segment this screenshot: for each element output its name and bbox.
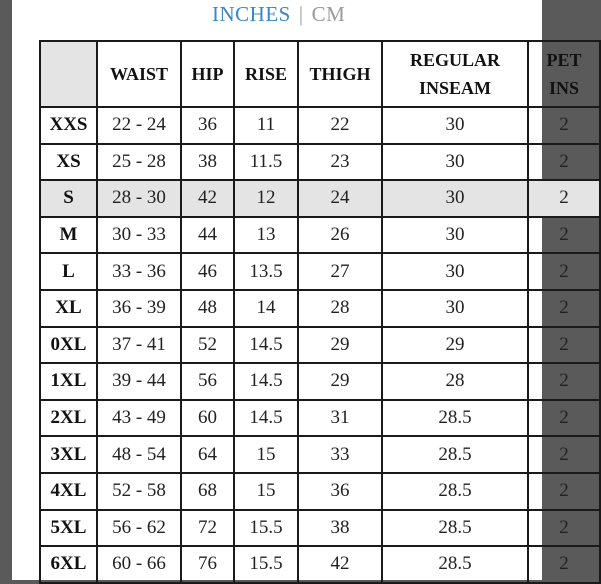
cell-waist: 22 - 24 xyxy=(97,107,181,144)
size-label: 4XL xyxy=(40,473,97,510)
header-regular-inseam xyxy=(382,41,528,107)
cell-waist: 37 - 41 xyxy=(97,327,181,364)
cell-waist: 43 - 49 xyxy=(97,400,181,437)
header-corner xyxy=(40,41,97,107)
cell-petite: 2 xyxy=(528,180,600,217)
cell-hip: 46 xyxy=(181,253,234,290)
cell-regular: 30 xyxy=(382,290,528,327)
cell-thigh: 26 xyxy=(298,217,382,254)
cell-hip: 72 xyxy=(181,510,234,547)
size-chart-table xyxy=(39,40,601,584)
cell-regular: 28.5 xyxy=(382,546,528,583)
table-row xyxy=(40,217,600,254)
size-label: S xyxy=(40,180,97,217)
size-label: L xyxy=(40,253,97,290)
cell-regular: 29 xyxy=(382,327,528,364)
cell-hip: 44 xyxy=(181,217,234,254)
cell-hip: 42 xyxy=(181,180,234,217)
cell-regular: 30 xyxy=(382,180,528,217)
size-label: M xyxy=(40,217,97,254)
cell-rise: 11 xyxy=(234,107,298,144)
cell-petite: 2 xyxy=(528,400,600,437)
cell-waist: 52 - 58 xyxy=(97,473,181,510)
cell-waist: 56 - 62 xyxy=(97,510,181,547)
cell-regular: 28.5 xyxy=(382,510,528,547)
cell-regular: 30 xyxy=(382,144,528,181)
cell-petite: 2 xyxy=(528,363,600,400)
header-hip: HIP xyxy=(181,41,234,107)
size-chart-panel xyxy=(12,0,582,580)
cell-thigh: 36 xyxy=(298,473,382,510)
cell-thigh: 29 xyxy=(298,327,382,364)
cell-rise: 14 xyxy=(234,290,298,327)
cell-waist: 48 - 54 xyxy=(97,436,181,473)
table-row xyxy=(40,144,600,181)
cell-thigh: 22 xyxy=(298,107,382,144)
header-rise: RISE xyxy=(234,41,298,107)
cell-regular: 28.5 xyxy=(382,473,528,510)
cell-rise: 13.5 xyxy=(234,253,298,290)
header-row xyxy=(40,41,600,107)
table-row xyxy=(40,546,600,583)
header-waist: WAIST xyxy=(97,41,181,107)
cell-waist: 36 - 39 xyxy=(97,290,181,327)
table-row xyxy=(40,510,600,547)
table-row xyxy=(40,327,600,364)
cell-petite: 2 xyxy=(528,546,600,583)
cell-thigh: 28 xyxy=(298,290,382,327)
cell-hip: 64 xyxy=(181,436,234,473)
cell-petite: 2 xyxy=(528,253,600,290)
cell-hip: 38 xyxy=(181,144,234,181)
cell-petite: 2 xyxy=(528,327,600,364)
cell-petite: 2 xyxy=(528,107,600,144)
cell-petite: 2 xyxy=(528,436,600,473)
cell-regular: 30 xyxy=(382,107,528,144)
cell-regular: 30 xyxy=(382,253,528,290)
cell-waist: 60 - 66 xyxy=(97,546,181,583)
header-petite-inseam-label: PET INS xyxy=(546,50,582,98)
table-row xyxy=(40,180,600,217)
size-label: 6XL xyxy=(40,546,97,583)
table-row xyxy=(40,363,600,400)
cell-regular: 28.5 xyxy=(382,400,528,437)
cell-rise: 13 xyxy=(234,217,298,254)
cell-regular: 28.5 xyxy=(382,436,528,473)
cell-hip: 48 xyxy=(181,290,234,327)
header-thigh: THIGH xyxy=(298,41,382,107)
cell-thigh: 23 xyxy=(298,144,382,181)
cell-rise: 12 xyxy=(234,180,298,217)
cell-thigh: 42 xyxy=(298,546,382,583)
table-row xyxy=(40,400,600,437)
cell-rise: 15.5 xyxy=(234,510,298,547)
cell-rise: 14.5 xyxy=(234,327,298,364)
size-label: 1XL xyxy=(40,363,97,400)
size-label: XXS xyxy=(40,107,97,144)
cell-thigh: 33 xyxy=(298,436,382,473)
cell-rise: 15 xyxy=(234,473,298,510)
size-table-body xyxy=(40,107,600,583)
size-label: 3XL xyxy=(40,436,97,473)
cell-rise: 15 xyxy=(234,436,298,473)
cell-hip: 52 xyxy=(181,327,234,364)
table-row xyxy=(40,290,600,327)
size-label: XS xyxy=(40,144,97,181)
cell-hip: 60 xyxy=(181,400,234,437)
cell-thigh: 29 xyxy=(298,363,382,400)
cell-regular: 28 xyxy=(382,363,528,400)
cell-petite: 2 xyxy=(528,217,600,254)
cell-thigh: 31 xyxy=(298,400,382,437)
cell-hip: 68 xyxy=(181,473,234,510)
cell-regular: 30 xyxy=(382,217,528,254)
size-label: 5XL xyxy=(40,510,97,547)
inches-tab[interactable]: INCHES xyxy=(212,2,291,26)
cell-waist: 39 - 44 xyxy=(97,363,181,400)
table-row xyxy=(40,107,600,144)
header-petite-inseam xyxy=(528,41,600,107)
header-regular-inseam-label: REGULAR INSEAM xyxy=(409,50,500,98)
unit-separator: | xyxy=(298,2,304,26)
cell-thigh: 24 xyxy=(298,180,382,217)
cell-rise: 11.5 xyxy=(234,144,298,181)
cell-petite: 2 xyxy=(528,473,600,510)
cell-rise: 14.5 xyxy=(234,400,298,437)
cell-waist: 33 - 36 xyxy=(97,253,181,290)
size-label: XL xyxy=(40,290,97,327)
cell-rise: 14.5 xyxy=(234,363,298,400)
cell-waist: 30 - 33 xyxy=(97,217,181,254)
cell-waist: 25 - 28 xyxy=(97,144,181,181)
unit-toggle xyxy=(212,2,345,27)
table-row xyxy=(40,473,600,510)
cm-tab[interactable]: CM xyxy=(311,2,346,26)
cell-thigh: 27 xyxy=(298,253,382,290)
cell-petite: 2 xyxy=(528,290,600,327)
size-label: 0XL xyxy=(40,327,97,364)
cell-hip: 76 xyxy=(181,546,234,583)
table-row xyxy=(40,436,600,473)
cell-waist: 28 - 30 xyxy=(97,180,181,217)
size-label: 2XL xyxy=(40,400,97,437)
cell-hip: 56 xyxy=(181,363,234,400)
cell-thigh: 38 xyxy=(298,510,382,547)
cell-petite: 2 xyxy=(528,510,600,547)
cell-petite: 2 xyxy=(528,144,600,181)
table-row xyxy=(40,253,600,290)
cell-rise: 15.5 xyxy=(234,546,298,583)
cell-hip: 36 xyxy=(181,107,234,144)
